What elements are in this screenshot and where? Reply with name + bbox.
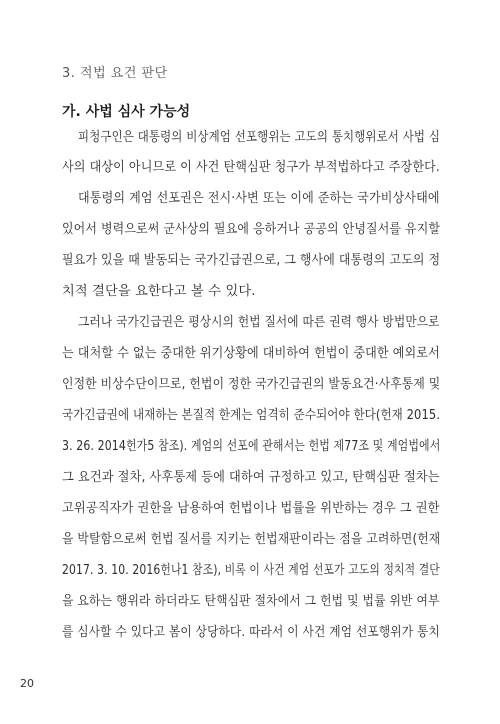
page-number: 20 [20,677,34,690]
sub-heading: 가. 사법 심사 가능성 [62,104,191,120]
body-line: 는 대처할 수 없는 중대한 위기상황에 대비하여 헌법이 중대한 예외로서 [62,346,440,361]
body-line: 국가긴급권에 내재하는 본질적 한계는 엄격히 준수되어야 한다(헌재 2015. [62,408,441,423]
body-line: 2017. 3. 10. 2016헌나1 참조), 비록 이 사건 계엄 선포가 고도의 정치적 결단 [62,563,440,578]
body-line: 대통령의 계엄 선포권은 전시·사변 또는 이에 준하는 국가비상사태에 [78,191,440,206]
body-line: 을 요하는 행위라 하더라도 탄핵심판 절차에서 그 헌법 및 법률 위반 여부 [62,594,440,609]
body-line: 3. 26. 2014헌가5 참조). 계엄의 선포에 관해서는 헌법 제77조 및 계엄법에서 [62,439,441,454]
body-line: 피청구인은 대통령의 비상계엄 선포행위는 고도의 통치행위로서 사법 심 [78,130,441,145]
body-line: 사의 대상이 아니므로 이 사건 탄핵심판 청구가 부적법하다고 주장한다. [62,160,440,175]
body-line: 인정한 비상수단이므로, 헌법이 정한 국가긴급권의 발동요건·사후통제 및 [62,377,441,392]
body-line: 그 요건과 절차, 사후통제 등에 대하여 규정하고 있고, 탄핵심판 절차는 [62,470,440,485]
body-line: 있어서 병력으로써 군사상의 필요에 응하거나 공공의 안녕질서를 유지할 [62,222,441,237]
body-line: 고위공직자가 권한을 남용하여 헌법이나 법률을 위반하는 경우 그 권한 [62,501,440,516]
section-heading: 3. 적법 요건 판단 [62,66,168,81]
body-line: 을 박탈함으로써 헌법 질서를 지키는 헌법재판이라는 점을 고려하면(헌재 [62,532,441,547]
body-line: 를 심사할 수 있다고 봄이 상당하다. 따라서 이 사건 계엄 선포행위가 통치 [62,625,440,640]
body-line: 그러나 국가긴급권은 평상시의 헌법 질서에 따른 권력 행사 방법만으로 [78,315,440,330]
body-line: 치적 결단을 요한다고 볼 수 있다. [62,284,256,299]
body-line: 필요가 있을 때 발동되는 국가긴급권으로, 그 행사에 대통령의 고도의 정 [62,253,441,268]
